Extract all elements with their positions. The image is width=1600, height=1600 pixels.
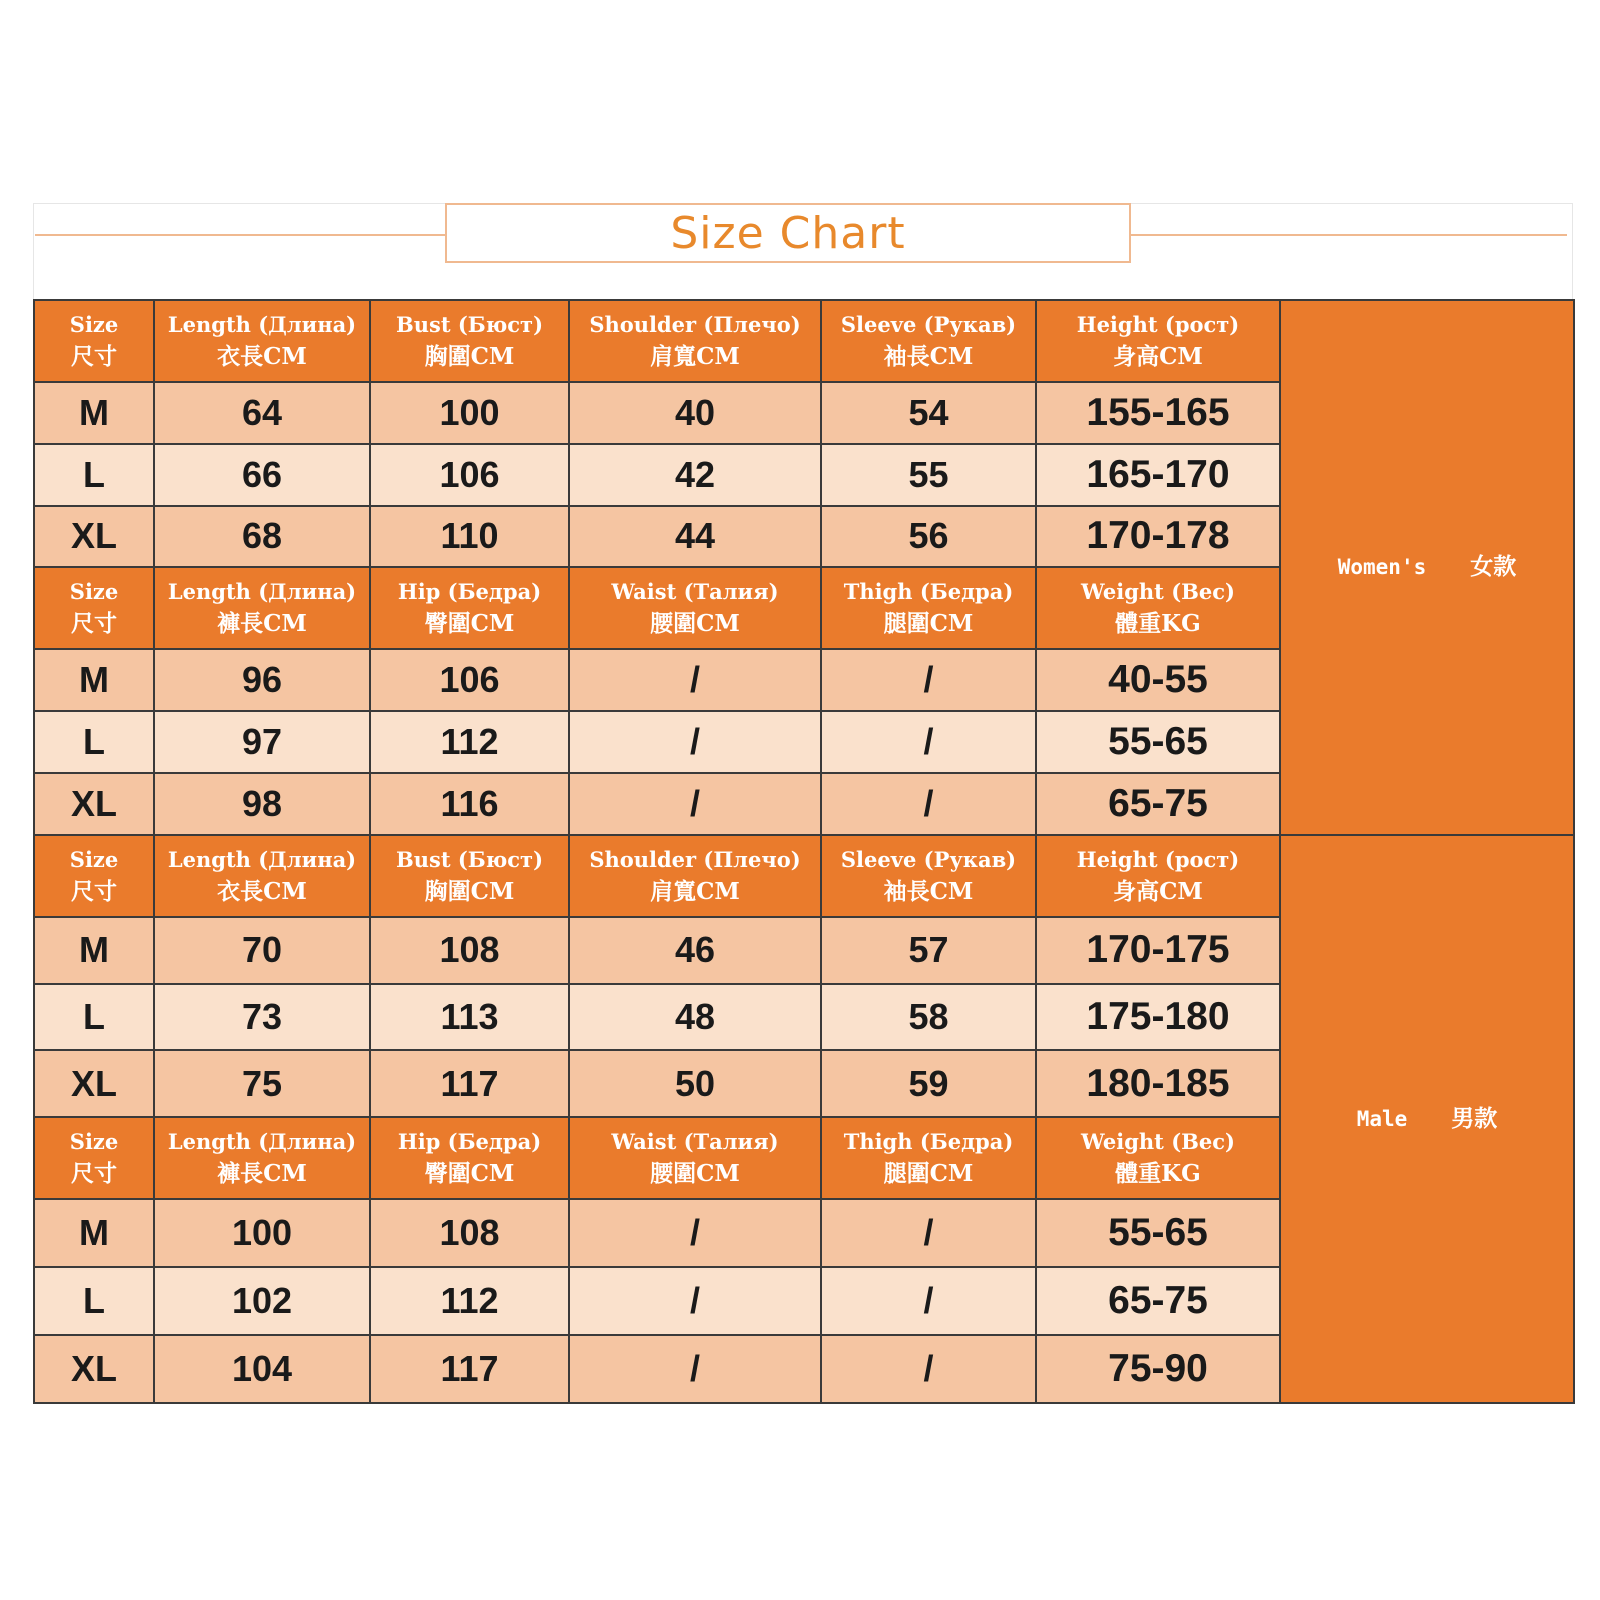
column-header-cn: 衣長CM <box>217 877 307 905</box>
column-header-cn: 體重KG <box>1115 610 1201 638</box>
column-header-cn: 腿圍CM <box>883 610 974 638</box>
table-cell: / <box>569 649 821 711</box>
table-cell: 55 <box>821 444 1036 506</box>
table-cell: 112 <box>370 1267 569 1335</box>
column-header <box>569 1117 821 1199</box>
table-cell: 57 <box>821 917 1036 984</box>
women-group-label <box>1280 300 1574 835</box>
column-header-en: Length (Длина) <box>167 312 357 338</box>
table-cell: 100 <box>370 382 569 444</box>
table-cell: 59 <box>821 1050 1036 1117</box>
column-header-cn: 腰圍CM <box>650 610 740 638</box>
table-cell: 55-65 <box>1036 711 1280 773</box>
column-header-en: Height (рост) <box>1076 846 1240 872</box>
column-header <box>370 300 569 382</box>
group-label-cn: 女款 <box>1470 554 1517 581</box>
size-cell: L <box>34 984 154 1051</box>
column-header <box>154 835 370 917</box>
column-header-cn: 胸圍CM <box>424 343 515 371</box>
table-cell: / <box>821 1199 1036 1267</box>
table-cell: 180-185 <box>1036 1050 1280 1117</box>
column-header-cn: 身高CM <box>1113 343 1203 371</box>
table-cell: 155-165 <box>1036 382 1280 444</box>
table-cell: 108 <box>370 917 569 984</box>
column-header <box>34 835 154 917</box>
table-cell: / <box>821 1335 1036 1403</box>
column-header <box>154 300 370 382</box>
column-header-cn: 袖長CM <box>883 877 974 905</box>
column-header-cn: 褲長CM <box>217 1160 307 1188</box>
column-header <box>370 567 569 649</box>
table-cell: 40-55 <box>1036 649 1280 711</box>
column-header-en: Size <box>69 1129 119 1155</box>
column-header <box>34 1117 154 1199</box>
size-cell: XL <box>34 773 154 835</box>
column-header <box>821 1117 1036 1199</box>
column-header <box>569 300 821 382</box>
table-cell: 100 <box>154 1199 370 1267</box>
size-cell: XL <box>34 1050 154 1117</box>
column-header <box>821 835 1036 917</box>
column-header <box>370 835 569 917</box>
table-cell: / <box>569 711 821 773</box>
column-header-en: Size <box>69 312 119 338</box>
table-cell: 55-65 <box>1036 1199 1280 1267</box>
column-header-cn: 體重KG <box>1115 1160 1201 1188</box>
table-cell: 106 <box>370 444 569 506</box>
table-cell: 46 <box>569 917 821 984</box>
column-header-en: Shoulder (Плечо) <box>589 846 801 872</box>
column-header-en: Shoulder (Плечо) <box>589 312 801 338</box>
table-cell: 106 <box>370 649 569 711</box>
column-header <box>154 567 370 649</box>
table-cell: 50 <box>569 1050 821 1117</box>
column-header <box>569 567 821 649</box>
title-box <box>445 203 1131 263</box>
column-header-en: Waist (Талия) <box>611 1129 779 1155</box>
column-header <box>821 300 1036 382</box>
column-header-en: Height (рост) <box>1076 312 1240 338</box>
column-header-en: Thigh (Бедра) <box>843 579 1014 605</box>
column-header-en: Sleeve (Рукав) <box>840 846 1017 872</box>
column-header-en: Thigh (Бедра) <box>843 1129 1014 1155</box>
table-cell: / <box>569 1199 821 1267</box>
table-cell: / <box>821 649 1036 711</box>
size-cell: M <box>34 382 154 444</box>
table-cell: 44 <box>569 506 821 568</box>
column-header-en: Bust (Бюст) <box>396 312 543 338</box>
column-header-cn: 身高CM <box>1113 877 1203 905</box>
table-cell: 65-75 <box>1036 1267 1280 1335</box>
column-header-cn: 肩寬CM <box>650 343 740 371</box>
title-rule-right <box>1131 234 1567 236</box>
table-cell: / <box>821 773 1036 835</box>
column-header-cn: 臀圍CM <box>424 1160 515 1188</box>
column-header-en: Hip (Бедра) <box>397 1129 542 1155</box>
group-label-en: Male <box>1356 1106 1408 1131</box>
table-cell: 96 <box>154 649 370 711</box>
table-cell: 98 <box>154 773 370 835</box>
table-cell: 97 <box>154 711 370 773</box>
table-cell: / <box>821 711 1036 773</box>
column-header-cn: 尺寸 <box>71 343 117 371</box>
table-cell: 66 <box>154 444 370 506</box>
column-header-cn: 衣長CM <box>217 343 307 371</box>
column-header-en: Size <box>69 579 119 605</box>
table-cell: 58 <box>821 984 1036 1051</box>
table-cell: 73 <box>154 984 370 1051</box>
column-header-en: Weight (Вес) <box>1081 579 1235 605</box>
table-cell: 117 <box>370 1050 569 1117</box>
table-cell: 56 <box>821 506 1036 568</box>
column-header <box>1036 300 1280 382</box>
size-table <box>33 299 1575 1404</box>
women-top-header-row <box>34 300 1574 382</box>
column-header-en: Length (Длина) <box>167 1129 357 1155</box>
male-top-header-row <box>34 835 1574 917</box>
page-title: Size Chart <box>670 207 906 259</box>
table-cell: 108 <box>370 1199 569 1267</box>
table-cell: 175-180 <box>1036 984 1280 1051</box>
column-header-en: Size <box>69 846 119 872</box>
table-cell: 110 <box>370 506 569 568</box>
group-label-cn: 男款 <box>1451 1105 1498 1132</box>
column-header <box>34 567 154 649</box>
table-cell: / <box>569 1267 821 1335</box>
column-header-cn: 臀圍CM <box>424 610 515 638</box>
column-header-en: Length (Длина) <box>167 579 357 605</box>
size-cell: M <box>34 1199 154 1267</box>
table-cell: 64 <box>154 382 370 444</box>
table-cell: / <box>821 1267 1036 1335</box>
column-header-en: Weight (Вес) <box>1081 1129 1235 1155</box>
column-header <box>569 835 821 917</box>
table-cell: 165-170 <box>1036 444 1280 506</box>
table-cell: 48 <box>569 984 821 1051</box>
column-header-cn: 腰圍CM <box>650 1160 740 1188</box>
table-cell: 65-75 <box>1036 773 1280 835</box>
column-header-en: Hip (Бедра) <box>397 579 542 605</box>
column-header-en: Waist (Талия) <box>611 579 779 605</box>
column-header-cn: 褲長CM <box>217 610 307 638</box>
title-rule-left <box>35 234 445 236</box>
column-header-en: Sleeve (Рукав) <box>840 312 1017 338</box>
size-cell: XL <box>34 506 154 568</box>
table-cell: / <box>569 773 821 835</box>
table-cell: 113 <box>370 984 569 1051</box>
column-header-cn: 肩寬CM <box>650 877 740 905</box>
size-cell: M <box>34 649 154 711</box>
table-cell: 75-90 <box>1036 1335 1280 1403</box>
table-cell: 70 <box>154 917 370 984</box>
column-header-cn: 尺寸 <box>71 610 117 638</box>
size-cell: XL <box>34 1335 154 1403</box>
column-header <box>1036 835 1280 917</box>
table-cell: 117 <box>370 1335 569 1403</box>
table-cell: 112 <box>370 711 569 773</box>
table-cell: 75 <box>154 1050 370 1117</box>
table-cell: 42 <box>569 444 821 506</box>
column-header <box>1036 1117 1280 1199</box>
table-cell: 40 <box>569 382 821 444</box>
size-cell: M <box>34 917 154 984</box>
column-header <box>821 567 1036 649</box>
group-label-en: Women's <box>1337 555 1427 580</box>
column-header-cn: 尺寸 <box>71 1160 117 1188</box>
table-cell: 170-178 <box>1036 506 1280 568</box>
column-header-en: Bust (Бюст) <box>396 846 543 872</box>
column-header-cn: 尺寸 <box>71 877 117 905</box>
table-cell: 102 <box>154 1267 370 1335</box>
size-cell: L <box>34 1267 154 1335</box>
column-header-cn: 腿圍CM <box>883 1160 974 1188</box>
column-header-cn: 袖長CM <box>883 343 974 371</box>
column-header <box>154 1117 370 1199</box>
column-header <box>1036 567 1280 649</box>
table-cell: 68 <box>154 506 370 568</box>
column-header <box>34 300 154 382</box>
male-group-label <box>1280 835 1574 1404</box>
size-cell: L <box>34 711 154 773</box>
table-cell: 170-175 <box>1036 917 1280 984</box>
column-header-en: Length (Длина) <box>167 846 357 872</box>
table-cell: / <box>569 1335 821 1403</box>
table-cell: 54 <box>821 382 1036 444</box>
table-cell: 116 <box>370 773 569 835</box>
table-cell: 104 <box>154 1335 370 1403</box>
size-cell: L <box>34 444 154 506</box>
column-header-cn: 胸圍CM <box>424 877 515 905</box>
column-header <box>370 1117 569 1199</box>
